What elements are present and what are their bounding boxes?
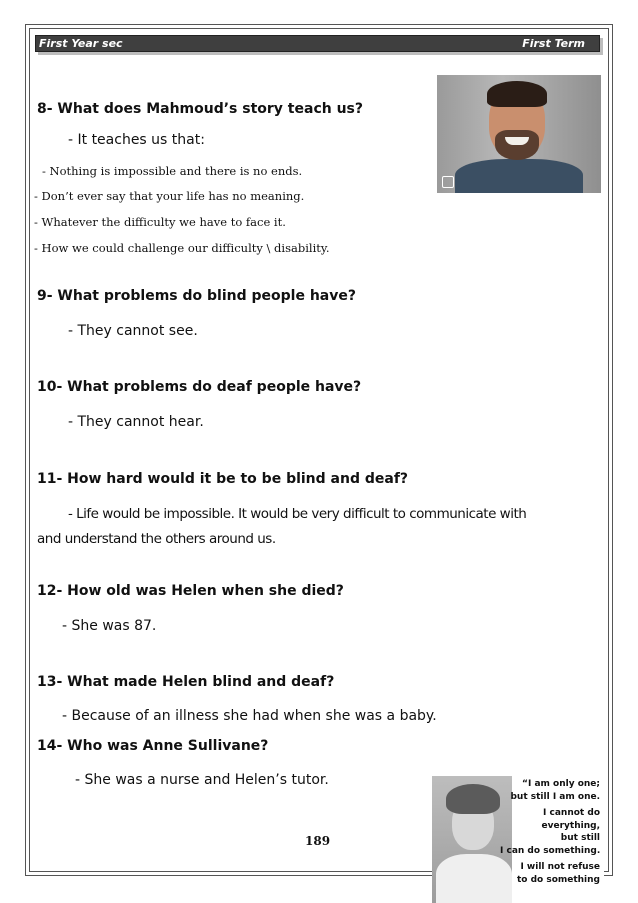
answer-11-line-2: and understand the others around us.: [37, 531, 276, 547]
quote-line: I cannot do: [543, 808, 600, 818]
answer-10: - They cannot hear.: [68, 414, 204, 430]
image-badge-icon: [442, 176, 454, 188]
question-14: 14- Who was Anne Sullivane?: [37, 738, 269, 754]
page-number: 189: [305, 834, 331, 848]
question-11: 11- How hard would it be to be blind and deaf?: [37, 471, 409, 487]
answer-12: - She was 87.: [62, 618, 157, 634]
header-year: First Year sec: [39, 37, 123, 50]
quote-line: everything,: [541, 820, 600, 831]
question-12: 12- How old was Helen when she died?: [37, 583, 344, 599]
answer-8-point-2: - Don’t ever say that your life has no meaning.: [34, 189, 305, 203]
quote-text: [500, 778, 600, 886]
answer-8-point-4: - How we could challenge our difficulty \ disability.: [34, 241, 330, 255]
helen-keller-quote-image: [432, 776, 604, 903]
quote-line: I can do something.: [500, 845, 601, 856]
answer-14: - She was a nurse and Helen’s tutor.: [75, 772, 329, 788]
answer-8: - It teaches us that:: [68, 132, 205, 148]
answer-13: - Because of an illness she had when she was a baby.: [62, 708, 437, 724]
question-13: 13- What made Helen blind and deaf?: [37, 674, 335, 690]
header-bar: [35, 35, 600, 52]
answer-8-point-3: - Whatever the difficulty we have to face it.: [34, 215, 286, 229]
quote-line: to do something: [516, 874, 600, 885]
answer-8-point-1: - Nothing is impossible and there is no ends.: [42, 164, 303, 178]
question-9: 9- What problems do blind people have?: [37, 288, 356, 304]
header-term: First Term: [522, 37, 585, 50]
answer-11: [37, 502, 577, 552]
answer-11-line-1: - Life would be impossible. It would be very difficult to communicate with: [68, 506, 527, 522]
mahmoud-photo: [437, 75, 601, 193]
answer-9: - They cannot see.: [68, 323, 198, 339]
quote-line: “I am only one;: [522, 779, 600, 789]
quote-line: but still I am one.: [510, 791, 600, 802]
question-10: 10- What problems do deaf people have?: [37, 379, 362, 395]
question-8: 8- What does Mahmoud’s story teach us?: [37, 101, 363, 117]
quote-line: but still: [560, 833, 600, 843]
quote-line: I will not refuse: [520, 862, 600, 872]
